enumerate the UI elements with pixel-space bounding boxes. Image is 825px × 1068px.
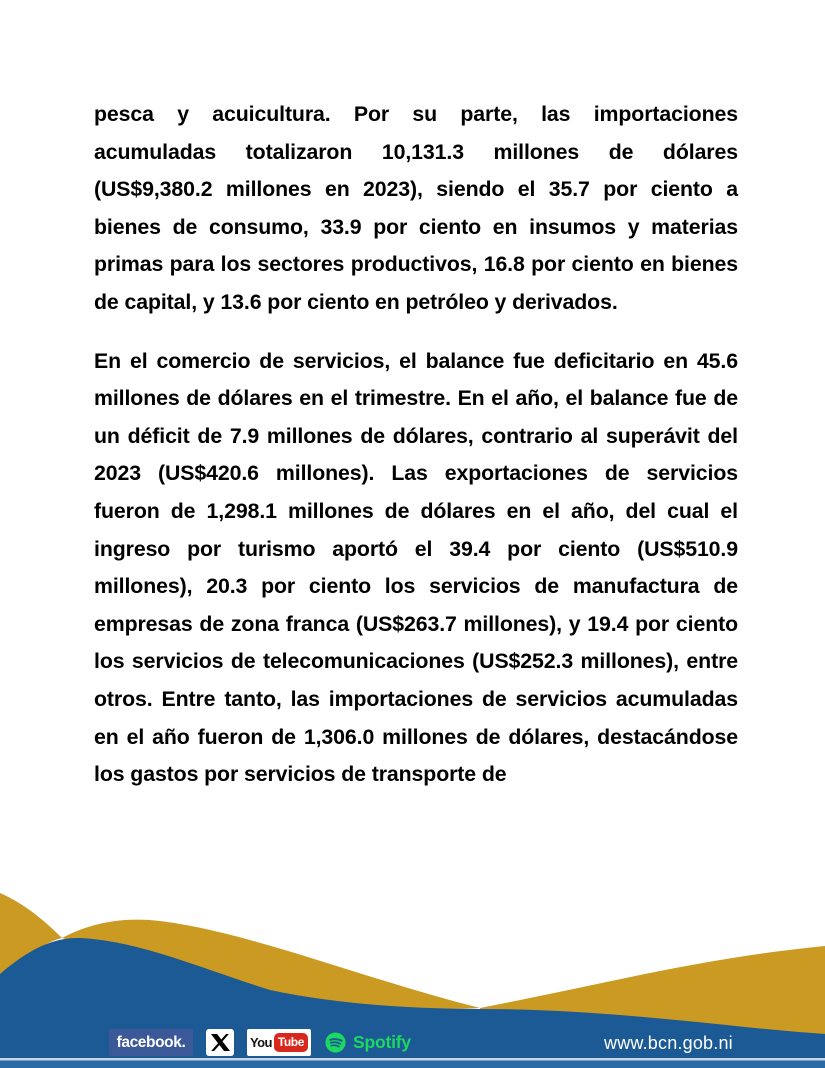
spotify-link[interactable]	[324, 1031, 411, 1054]
spotify-label: Spotify	[353, 1032, 411, 1052]
spotify-icon	[324, 1031, 347, 1054]
social-media-row	[109, 1029, 411, 1056]
youtube-icon[interactable]	[247, 1029, 311, 1056]
footer-bottom-strip	[0, 1061, 825, 1068]
paragraph-imports: pesca y acuicultura. Por su parte, las importaciones acumuladas totalizaron 10,131.3 millones de dólares (US$9,380.2 millones en 2023), siendo el 35.7 por ciento a bienes de consumo, 33.9 por ciento en insumos y materias primas para los sectores productivos, 16.8 por ciento en bienes de capital, y 13.6 por ciento en petróleo y derivados.	[94, 102, 738, 314]
x-glyph	[211, 1033, 230, 1052]
paragraph-services: En el comercio de servicios, el balance fue deficitario en 45.6 millones de dólares en el trimestre. En el año, el balance fue de un déficit de 7.9 millones de dólares, contrario al superávit del 2023 (US$420.6 millones). Las exportaciones de servicios fueron de 1,298.1 millones de dólares en el año, del cual el ingreso por turismo aportó el 39.4 por ciento (US$510.9 millones), 20.3 por ciento los servicios de manufactura de empresas de zona franca (US$263.7 millones), y 19.4 por ciento los servicios de telecomunicaciones (US$252.3 millones), entre otros. Entre tanto, las importaciones de servicios acumuladas en el año fueron de 1,306.0 millones de dólares, destacándose los gastos por servicios de transporte de	[94, 348, 738, 787]
facebook-label: facebook.	[116, 1033, 186, 1051]
youtube-you-label: You	[250, 1035, 272, 1050]
x-twitter-icon[interactable]	[206, 1029, 234, 1056]
footer-separator-line	[0, 1058, 825, 1061]
page-body-text	[94, 96, 738, 815]
website-url: www.bcn.gob.ni	[604, 1033, 733, 1053]
youtube-tube-label: Tube	[274, 1033, 308, 1052]
facebook-icon[interactable]	[109, 1029, 193, 1056]
